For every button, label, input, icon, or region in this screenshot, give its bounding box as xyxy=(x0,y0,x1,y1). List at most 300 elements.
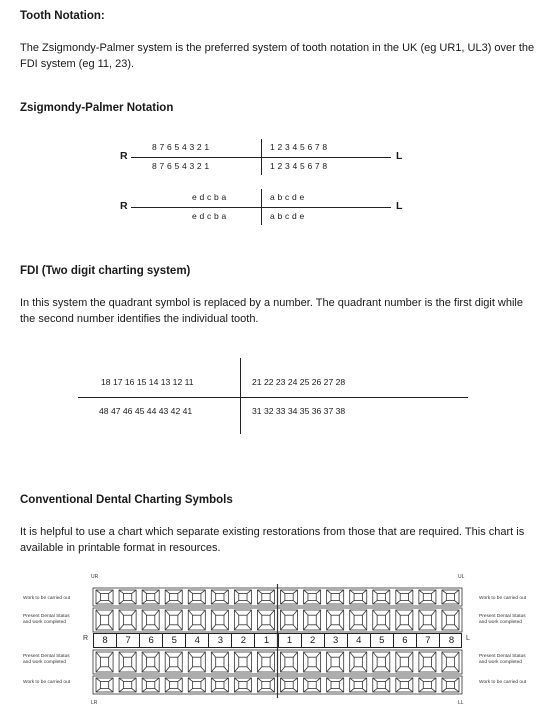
tooth-line xyxy=(408,689,412,692)
tooth-line xyxy=(132,667,136,672)
tooth-line xyxy=(178,590,182,593)
tooth-surface xyxy=(262,615,270,625)
tooth-surface xyxy=(446,593,454,600)
tooth-line xyxy=(224,610,228,615)
tooth-line xyxy=(234,689,238,692)
tooth-line xyxy=(373,590,377,593)
tooth-line xyxy=(432,678,436,681)
fdi-lower-left: 31 32 33 34 35 36 37 38 xyxy=(252,406,346,416)
tooth-line xyxy=(201,689,205,692)
tooth-line xyxy=(442,601,446,604)
chart-label-work-upper-left: Work to be carried out xyxy=(23,596,71,601)
tooth-line xyxy=(109,652,113,657)
tooth-line xyxy=(257,625,261,630)
tooth-line xyxy=(188,625,192,630)
zp-prim-upper-left: a b c d e xyxy=(270,192,305,202)
tooth-surface xyxy=(400,681,408,688)
tooth-line xyxy=(211,601,215,604)
tooth-line xyxy=(188,610,192,615)
heading-fdi: FDI (Two digit charting system) xyxy=(20,265,191,277)
tooth-line xyxy=(432,667,436,672)
tooth-line xyxy=(316,601,320,604)
tooth-line xyxy=(155,590,159,593)
tooth-line xyxy=(132,689,136,692)
tooth-line xyxy=(142,678,146,681)
tooth-line xyxy=(408,610,412,615)
tooth-line xyxy=(142,601,146,604)
tooth-line xyxy=(165,678,169,681)
tooth-surface xyxy=(423,593,431,600)
tooth-line xyxy=(201,590,205,593)
tooth-line xyxy=(188,689,192,692)
tooth-surface xyxy=(354,593,362,600)
tooth-line xyxy=(119,678,123,681)
tooth-line xyxy=(178,601,182,604)
zp-perm-l-label: L xyxy=(396,150,403,162)
tooth-line xyxy=(257,652,261,657)
tooth-line xyxy=(327,590,331,593)
chart-label-present-upper-right: Present Dental Status and work completed xyxy=(479,614,526,625)
tooth-surface xyxy=(308,615,316,625)
tooth-line xyxy=(350,590,354,593)
tooth-surface xyxy=(331,593,339,600)
tooth-line xyxy=(442,590,446,593)
tooth-surface xyxy=(100,593,108,600)
tooth-surface xyxy=(377,681,385,688)
tooth-number-cell: 8 xyxy=(94,634,117,647)
tooth-surface xyxy=(193,593,201,600)
tooth-line xyxy=(327,625,331,630)
tooth-line xyxy=(142,610,146,615)
tooth-line xyxy=(178,678,182,681)
tooth-number-cell: 8 xyxy=(448,635,455,646)
tooth-line xyxy=(327,689,331,692)
chart-lr-label: LR xyxy=(91,700,98,706)
tooth-line xyxy=(304,652,308,657)
tooth-line xyxy=(270,689,274,692)
tooth-line xyxy=(419,667,423,672)
tooth-line xyxy=(234,601,238,604)
tooth-number-cell: 4 xyxy=(348,634,371,647)
tooth-surface xyxy=(193,681,201,688)
tooth-number-cell: 1 xyxy=(255,634,278,647)
tooth-line xyxy=(339,625,343,630)
tooth-line xyxy=(165,625,169,630)
tooth-surface xyxy=(262,593,270,600)
tooth-line xyxy=(211,678,215,681)
tooth-line xyxy=(385,652,389,657)
zp-perm-upper-right: 8 7 6 5 4 3 2 1 xyxy=(152,142,210,152)
zp-prim-r-label: R xyxy=(120,200,128,212)
tooth-line xyxy=(293,610,297,615)
tooth-surface xyxy=(354,657,362,667)
tooth-surface xyxy=(123,681,131,688)
tooth-line xyxy=(132,590,136,593)
tooth-line xyxy=(270,667,274,672)
tooth-line xyxy=(327,667,331,672)
tooth-line xyxy=(211,610,215,615)
tooth-surface xyxy=(216,593,224,600)
tooth-surface xyxy=(285,657,293,667)
tooth-line xyxy=(257,610,261,615)
tooth-surface xyxy=(446,615,454,625)
tooth-line xyxy=(373,625,377,630)
tooth-line xyxy=(362,610,366,615)
tooth-line xyxy=(281,625,285,630)
tooth-surface xyxy=(147,615,155,625)
tooth-line xyxy=(339,610,343,615)
tooth-line xyxy=(234,610,238,615)
tooth-line xyxy=(155,652,159,657)
tooth-surface xyxy=(285,593,293,600)
tooth-line xyxy=(188,667,192,672)
tooth-line xyxy=(178,689,182,692)
tooth-line xyxy=(293,689,297,692)
tooth-line xyxy=(155,667,159,672)
tooth-line xyxy=(211,652,215,657)
tooth-line xyxy=(165,610,169,615)
fdi-upper-right: 18 17 16 15 14 13 12 11 xyxy=(101,377,194,387)
tooth-surface xyxy=(123,657,131,667)
tooth-line xyxy=(224,601,228,604)
tooth-line xyxy=(234,652,238,657)
tooth-line xyxy=(316,590,320,593)
tooth-line xyxy=(432,601,436,604)
tooth-line xyxy=(142,590,146,593)
tooth-surface xyxy=(170,593,178,600)
tooth-number-cell: 7 xyxy=(117,634,140,647)
tooth-line xyxy=(211,590,215,593)
tooth-line xyxy=(293,652,297,657)
tooth-line xyxy=(234,678,238,681)
tooth-number-cell: 4 xyxy=(186,634,209,647)
tooth-surface xyxy=(423,615,431,625)
tooth-line xyxy=(281,601,285,604)
tooth-number-cell: 5 xyxy=(371,634,394,647)
tooth-line xyxy=(339,667,343,672)
tooth-line xyxy=(419,610,423,615)
tooth-line xyxy=(109,590,113,593)
tooth-line xyxy=(188,652,192,657)
chart-label-present-lower-right: Present Dental Status and work completed xyxy=(479,654,526,665)
tooth-line xyxy=(132,652,136,657)
tooth-line xyxy=(362,667,366,672)
tooth-surface xyxy=(400,593,408,600)
tooth-surface xyxy=(446,657,454,667)
tooth-surface xyxy=(354,615,362,625)
tooth-line xyxy=(96,652,100,657)
tooth-line xyxy=(281,610,285,615)
zp-prim-lower-left: a b c d e xyxy=(270,211,305,221)
heading-zsigmondy-palmer: Zsigmondy-Palmer Notation xyxy=(20,102,174,114)
tooth-line xyxy=(224,689,228,692)
tooth-line xyxy=(96,601,100,604)
tooth-line xyxy=(178,625,182,630)
tooth-line xyxy=(257,667,261,672)
tooth-line xyxy=(178,667,182,672)
tooth-line xyxy=(109,625,113,630)
tooth-line xyxy=(270,610,274,615)
tooth-line xyxy=(316,652,320,657)
tooth-line xyxy=(396,601,400,604)
tooth-line xyxy=(247,667,251,672)
tooth-line xyxy=(281,689,285,692)
tooth-line xyxy=(385,610,389,615)
tooth-surface xyxy=(216,657,224,667)
tooth-line xyxy=(419,625,423,630)
tooth-line xyxy=(96,689,100,692)
tooth-line xyxy=(362,625,366,630)
tooth-line xyxy=(304,667,308,672)
tooth-line xyxy=(455,590,459,593)
tooth-line xyxy=(385,601,389,604)
intro-paragraph: The Zsigmondy-Palmer system is the preferred system of tooth notation in the UK (eg UR1, UL3) over the FDI system (eg 11, 23). xyxy=(20,42,535,70)
tooth-line xyxy=(178,610,182,615)
tooth-line xyxy=(155,689,159,692)
tooth-number-cell: 3 xyxy=(325,634,348,647)
tooth-surface xyxy=(377,615,385,625)
tooth-line xyxy=(224,678,228,681)
tooth-line xyxy=(234,625,238,630)
tooth-line xyxy=(339,689,343,692)
tooth-surface xyxy=(285,681,293,688)
tooth-line xyxy=(165,689,169,692)
tooth-line xyxy=(350,678,354,681)
tooth-surface xyxy=(308,593,316,600)
tooth-line xyxy=(201,667,205,672)
chart-paragraph: It is helpful to use a chart which separate existing restorations from those that are required. This chart is available in printable format in resources. xyxy=(20,526,525,554)
tooth-number-row xyxy=(93,633,462,648)
tooth-line xyxy=(270,601,274,604)
tooth-line xyxy=(455,689,459,692)
tooth-surface xyxy=(216,615,224,625)
tooth-line xyxy=(96,625,100,630)
tooth-line xyxy=(293,667,297,672)
tooth-line xyxy=(408,590,412,593)
tooth-surface xyxy=(193,615,201,625)
tooth-surface xyxy=(123,593,131,600)
chart-label-present-upper-left: Present Dental Status and work completed xyxy=(23,614,70,625)
tooth-number-cell: 6 xyxy=(394,634,417,647)
tooth-line xyxy=(119,689,123,692)
tooth-line xyxy=(109,678,113,681)
tooth-line xyxy=(362,652,366,657)
tooth-line xyxy=(442,625,446,630)
tooth-line xyxy=(109,667,113,672)
tooth-line xyxy=(224,625,228,630)
chart-ll-label: LL xyxy=(458,700,464,706)
tooth-surface xyxy=(239,615,247,625)
tooth-number-cell: 1 xyxy=(279,634,302,647)
tooth-surface xyxy=(400,615,408,625)
tooth-line xyxy=(373,689,377,692)
tooth-surface xyxy=(100,657,108,667)
tooth-surface xyxy=(308,681,316,688)
tooth-line xyxy=(339,652,343,657)
tooth-line xyxy=(350,625,354,630)
tooth-line xyxy=(132,610,136,615)
tooth-line xyxy=(119,667,123,672)
tooth-line xyxy=(373,667,377,672)
tooth-line xyxy=(350,667,354,672)
tooth-line xyxy=(316,625,320,630)
tooth-line xyxy=(293,590,297,593)
chart-l-label: L xyxy=(466,635,470,642)
tooth-line xyxy=(432,625,436,630)
tooth-surface xyxy=(262,681,270,688)
tooth-line xyxy=(304,590,308,593)
tooth-line xyxy=(96,610,100,615)
tooth-line xyxy=(281,652,285,657)
tooth-line xyxy=(362,678,366,681)
tooth-line xyxy=(316,667,320,672)
tooth-line xyxy=(419,590,423,593)
tooth-line xyxy=(455,610,459,615)
tooth-line xyxy=(201,625,205,630)
tooth-surface xyxy=(239,681,247,688)
tooth-line xyxy=(396,590,400,593)
tooth-surface xyxy=(147,593,155,600)
tooth-line xyxy=(109,610,113,615)
tooth-line xyxy=(396,625,400,630)
tooth-line xyxy=(396,667,400,672)
tooth-line xyxy=(247,610,251,615)
tooth-line xyxy=(419,678,423,681)
tooth-line xyxy=(96,678,100,681)
tooth-line xyxy=(419,601,423,604)
tooth-line xyxy=(178,652,182,657)
tooth-line xyxy=(304,689,308,692)
tooth-line xyxy=(270,678,274,681)
chart-r-label: R xyxy=(83,635,89,642)
tooth-line xyxy=(270,652,274,657)
tooth-line xyxy=(211,667,215,672)
tooth-line xyxy=(188,590,192,593)
tooth-line xyxy=(385,625,389,630)
tooth-line xyxy=(373,601,377,604)
tooth-line xyxy=(109,689,113,692)
tooth-surface xyxy=(239,657,247,667)
chart-label-work-upper-right: Work to be carried out xyxy=(479,596,527,601)
chart-label-work-lower-right: Work to be carried out xyxy=(479,680,527,685)
tooth-line xyxy=(257,601,261,604)
tooth-line xyxy=(119,590,123,593)
tooth-line xyxy=(316,678,320,681)
tooth-line xyxy=(455,652,459,657)
fdi-lower-right: 48 47 46 45 44 43 42 41 xyxy=(99,406,193,416)
tooth-line xyxy=(188,678,192,681)
tooth-line xyxy=(224,667,228,672)
tooth-line xyxy=(257,590,261,593)
tooth-line xyxy=(188,601,192,604)
tooth-line xyxy=(432,652,436,657)
tooth-line xyxy=(119,652,123,657)
tooth-surface xyxy=(308,657,316,667)
tooth-number-cell: 6 xyxy=(140,634,163,647)
tooth-line xyxy=(455,625,459,630)
tooth-number-cell: 5 xyxy=(163,634,186,647)
tooth-surface xyxy=(331,657,339,667)
tooth-line xyxy=(119,601,123,604)
tooth-surface xyxy=(100,615,108,625)
tooth-line xyxy=(385,678,389,681)
tooth-line xyxy=(396,678,400,681)
tooth-surface xyxy=(193,657,201,667)
chart-label-present-lower-left: Present Dental Status and work completed xyxy=(23,654,70,665)
tooth-line xyxy=(224,590,228,593)
tooth-surface xyxy=(331,681,339,688)
tooth-line xyxy=(119,625,123,630)
tooth-number-cell: 2 xyxy=(232,634,255,647)
tooth-line xyxy=(316,689,320,692)
tooth-line xyxy=(327,652,331,657)
zp-prim-vertical-line xyxy=(261,189,262,225)
tooth-line xyxy=(327,610,331,615)
tooth-surface xyxy=(377,593,385,600)
tooth-line xyxy=(247,652,251,657)
tooth-line xyxy=(442,678,446,681)
tooth-line xyxy=(142,625,146,630)
tooth-line xyxy=(211,689,215,692)
tooth-surface xyxy=(423,681,431,688)
tooth-line xyxy=(247,689,251,692)
tooth-surface xyxy=(423,657,431,667)
tooth-line xyxy=(247,625,251,630)
tooth-line xyxy=(396,689,400,692)
tooth-line xyxy=(408,667,412,672)
tooth-line xyxy=(155,601,159,604)
tooth-line xyxy=(432,689,436,692)
tooth-line xyxy=(281,678,285,681)
zp-prim-lower-right: e d c b a xyxy=(192,211,227,221)
tooth-line xyxy=(96,590,100,593)
tooth-surface xyxy=(147,657,155,667)
tooth-line xyxy=(247,590,251,593)
tooth-line xyxy=(327,678,331,681)
tooth-line xyxy=(339,601,343,604)
tooth-line xyxy=(455,601,459,604)
tooth-line xyxy=(96,667,100,672)
tooth-surface xyxy=(446,681,454,688)
tooth-line xyxy=(442,689,446,692)
tooth-line xyxy=(350,601,354,604)
tooth-line xyxy=(373,678,377,681)
tooth-line xyxy=(304,625,308,630)
tooth-line xyxy=(419,652,423,657)
tooth-line xyxy=(396,652,400,657)
tooth-line xyxy=(442,652,446,657)
tooth-line xyxy=(373,652,377,657)
tooth-line xyxy=(270,625,274,630)
zp-prim-l-label: L xyxy=(396,200,403,212)
tooth-number-cell: 7 xyxy=(417,634,440,647)
tooth-surface xyxy=(170,615,178,625)
tooth-line xyxy=(419,689,423,692)
fdi-upper-left: 21 22 23 24 25 26 27 28 xyxy=(252,377,346,387)
tooth-line xyxy=(432,590,436,593)
tooth-line xyxy=(304,678,308,681)
tooth-line xyxy=(350,652,354,657)
tooth-line xyxy=(442,610,446,615)
tooth-line xyxy=(293,678,297,681)
tooth-surface xyxy=(377,657,385,667)
zp-prim-upper-right: e d c b a xyxy=(192,192,227,202)
fdi-vertical-line xyxy=(240,358,241,434)
tooth-line xyxy=(201,678,205,681)
zp-perm-lower-left: 1 2 3 4 5 6 7 8 xyxy=(270,161,328,171)
tooth-surface xyxy=(216,681,224,688)
chart-label-work-lower-left: Work to be carried out xyxy=(23,680,71,685)
